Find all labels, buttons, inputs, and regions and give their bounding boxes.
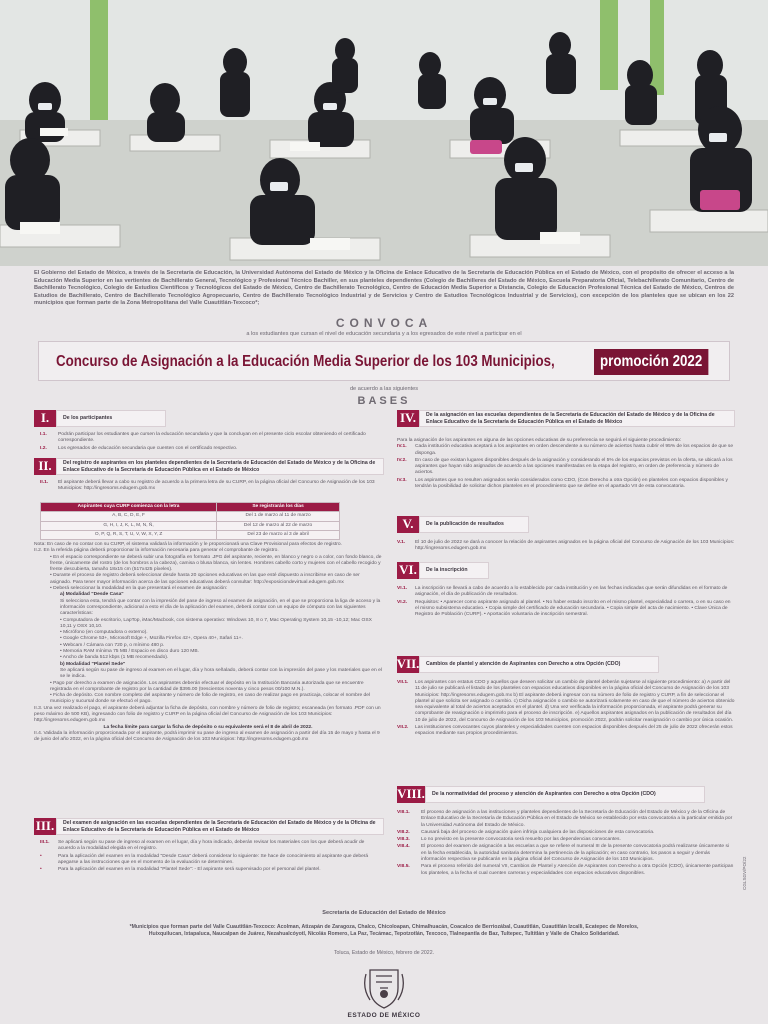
table-header: Se registrarán los días (217, 503, 340, 512)
bases-heading: BASES (357, 395, 411, 407)
list-item: VII.1. Los aspirantes con estatus CDO y aquellos que deseen solicitar un cambio de plantel deberán sujetarse al siguiente procedimiento: a) A partir del 11 de julio se publicará el listado de los planteles con espacios educativos disponibles en la página oficial del Concurso de Asignación de los 103 Municipios: http://ingresoms.edugem.gob.mx b) El aspirante deberá ingresar con su número de folio de registro y CURP, a fin de seleccionar el plantel al que solicita ser asignado o cambio. c) Dicha asignación o cambio se autorizará solamente en caso de que el número de aciertos obtenido sea equivalente al total de aciertos aceptados en el plantel. d) Una vez verificada la información proporcionada, el aspirante podrá generar su comprobante de reasignación o imprimirlo para el proceso de inscripción. e) Aquellos aspirantes asignados en la publicación de resultados del día 10 de julio de 2022, del Concurso de Asignación de los 103 Municipios, promoción 2022, podrán solicitar reasignación o cambio por única ocasión. (397, 680, 735, 723)
document-code: CGLSGV/PO/22 (742, 856, 747, 890)
section-2-intro (40, 480, 382, 494)
list-item: IV.1. Cada institución educativa aceptará a los aspirantes en orden descendente a su número de aciertos hasta cubrir el 95% de los espacios de que se disponga. (397, 444, 734, 456)
section-1-body (40, 432, 382, 453)
list-item: VI.1. La inscripción se llevará a cabo de acuerdo a lo establecido por cada institución y en las fechas indicadas que serán difundidas en el formato de asignación, el día de publicación de resultados. (397, 586, 728, 598)
convoca-subtitle: a los estudiantes que cursan el nivel de educación secundaria y a los egresados de este nivel a participar en el (246, 331, 522, 337)
list-item: VIII.2. Causará baja del proceso de asignación quien infrinja cualquiera de las disposiciones de esta convocatoria. (397, 829, 655, 835)
section-1-header (34, 410, 166, 427)
list-item: V.1. El 10 de julio de 2022 se dará a conocer la relación de aspirantes asignados en la página oficial del Concurso de Asignación de los 103 Municipios: http://ingresoms.edugem.gob.mx (397, 540, 735, 552)
logo-text: ESTADO DE MÉXICO (347, 1012, 421, 1019)
section-7-body (397, 680, 735, 739)
list-item: VIII.5. Para el proceso referido del numeral VII, Cambios de Plantel y Atención de Aspirantes con Derecho a otra Opción (CDO), únicamente participan los planteles, a la fecha el cual cuenten carreras y especialidades con espacios educativos disponibles. (397, 864, 734, 876)
convoca-heading: CONVOCA (335, 316, 433, 330)
table-row: G, H, I, J, K, L, M, N, Ñ, Del 12 de marzo al 22 de marzo (41, 521, 340, 530)
section-title: De la inscripción (419, 562, 489, 579)
section-title: Del registro de aspirantes en los planteles dependientes de la Secretaría de Educación del Estado de México y de la Oficina de Enlace Educativo de la Secretaría de Educación Pública en el Estado de México (56, 458, 384, 475)
section-title: Del examen de asignación en las escuelas dependientes de la Secretaría de Educación del Estado de México y de la Oficina de Enlace Educativo de la Secretaría de Educación Pública en el Estado de México (56, 818, 384, 835)
list-item: IV.3. Los aspirantes que no resulten asignados serán considerados como CDO, (Con Derecho a otra Opción) en planteles con espacios disponibles y tendrán la posibilidad de solicitar dichos planteles en el procedimiento que se define en el apartado VII de esta convocatoria. (397, 477, 728, 490)
list-item: VIII.3. Lo no previsto en la presente convocatoria será resuelto por las dependencias convocantes. (397, 837, 621, 843)
bases-subtitle: de acuerdo a las siguientes (349, 386, 419, 392)
classroom-illustration (0, 0, 768, 266)
contest-title: Concurso de Asignación a la Educación Media Superior de los 103 Municipios, (56, 353, 555, 370)
state-emblem-icon (356, 966, 412, 1010)
section-title: De la publicación de resultados (419, 516, 529, 533)
section-5-body (397, 540, 735, 554)
section-number: VIII. (397, 786, 425, 802)
section-number: VII. (396, 656, 420, 672)
list-item: VIII.4. El proceso del examen de asignación a las escuelas a que se refiere el numeral III de la presente convocatoria podrá realizarse únicamente si en la fecha establecida, la autoridad sanitaria determina la pertinencia de la aplicación; en caso contrario, los pasos a seguir y demás información respectiva se publicarán en la página oficial del Concurso de Asignación de los 103 Municipios. (397, 844, 730, 863)
section-number: II. (34, 458, 56, 475)
footer-municipalities: *Municipios que forman parte del Valle Cuautitlán-Texcoco: Acolman, Atizapán de Zaragoza, Chalco, Chicoloapan, Chimalhuacán, Coacalco de Berriozábal, Cuautitlán, Cuautitlán Izcalli, Ecatepec de Morelos, Huixquilucan, Ixtapaluca, Naucalpan de Juárez, Nezahualcóyotl, Nicolás Romero, La Paz, Tecámac, Tepotzotlán, Texcoco, Tlalnepantla de Baz, Tultepec, Tultitlán y Valle de Chalco Solidaridad. (129, 924, 639, 937)
section-2-header (34, 458, 384, 475)
section-title: De la normatividad del proceso y atención de Aspirantes con Derecho a otra Opción (CDO) (425, 786, 705, 803)
footer-date: Toluca, Estado de México, febrero de 2022. (333, 950, 435, 956)
list-item: I.1. Podrán participar los estudiantes que cursen la educación secundaria y que la concluyan en el presente ciclo escolar obteniendo el certificado correspondiente. (40, 432, 366, 444)
section-8-header (397, 786, 705, 803)
list-item: VIII.1. El proceso de asignación a las instituciones y planteles dependientes de la Secretaría de Educación del Estado de México y de la Oficina de Enlace Educativo de la Secretaría de Educación Pública en el Estado de México se establecido por esta convocatoria a la particular emitida por la Universidad Autónoma del Estado de México. (397, 810, 733, 828)
list-item: I.2. Los egresados de educación secundaria que cuenten con el certificado respectivo. (40, 445, 238, 451)
section-3-header (34, 818, 384, 835)
list-item: VII.2. Las instituciones convocantes cuyos planteles y especialidades cuenten con espacios disponibles después del 25 de julio de 2022 ofrecerán estos espacios mediante sus propios procedimientos. (397, 725, 733, 737)
list-item: III.1. Se aplicará según su pase de ingreso al examen en el lugar, día y hora indicado, deberán revisar los materiales con los que deberá acudir de acuerdo a la modalidad elegida en el registro. (40, 840, 365, 852)
section-number: I. (34, 410, 56, 427)
intro-paragraph: El Gobierno del Estado de México, a través de la Secretaría de Educación, la Universidad Autónoma del Estado de México y la Oficina de Enlace Educativo de la Secretaría de Educación Pública en el Estado de México, con el propósito de ofrecer el acceso a la Educación Media Superior en las vertientes de Bachillerato General, Tecnológico y Profesional Técnico Bachiller, en sus planteles dependientes (Colegio de Bachilleres del Estado de México, Escuela Preparatoria Oficial, Telebachillerato Comunitario, Centro de Bachillerato Tecnológico, Colegio de Estudios Científicos y Tecnológicos del Estado de México, Centro de Bachillerato Tecnológico, Centro de Educación Media Superior a Distancia, Colegio de Educación Profesional Técnica del Estado de México, Centros de Estudios de Bachillerato, Centro de Bachillerato Tecnológico Agropecuario, Centro de Bachillerato Tecnológico Industrial y de Servicios y Centro de Estudios Tecnológicos Industrial y de Servicios), con excepción de los planteles que se ubican en los 22 municipios que forman parte de la Zona Metropolitana del Valle Cuautitlán-Texcoco*; (34, 270, 734, 307)
section-6-body (397, 586, 735, 619)
section-6-header (397, 562, 489, 579)
table-header: Aspirantes cuya CURP comienza con la letra (41, 503, 217, 512)
list-item: IV.2. En caso de que existan lugares disponibles después de la asignación y considerando el 5% de los espacios previstos en la oferta, se ubicará a los aspirantes que hayan sido asignados de acuerdo a las opciones manifestadas en la etapa del registro, en orden de preferencia y número de aciertos. (397, 457, 733, 476)
list-item: II.1. El aspirante deberá llevar a cabo su registro de acuerdo a la primera letra de su CURP, en la página oficial del Concurso de Asignación de los 103 Municipios: http://ingresoms.edugem.gob.mx (40, 480, 375, 492)
section-4-header (397, 410, 735, 427)
registration-dates-table (40, 502, 340, 540)
section-number: III. (35, 818, 55, 834)
section-4-body: Para la asignación de los aspirantes en alguna de las opciones educativas de su preferencia se seguirá el siguiente procedimiento: IV.1. Cada institución educativa aceptará a los aspirantes en orden descendente a su número de aciertos hasta cubrir el 95% de los espacios de que se disponga. IV.2. En caso de que existan lugares disponibles después de la asignación y considerando el 5% de los espacios previstos en la oferta, se ubicará a los aspirantes que hayan sido asignados de acuerdo a las opciones manifestadas en la etapa del registro, en orden de preferencia y número de aciertos. IV.3. Los aspirantes que no resulten asignados serán considerados como CDO, (Con Derecho a otra Opción) en planteles con espacios disponibles y tendrán la posibilidad de solicitar dichos planteles en el procedimiento que se define en el apartado VII de esta convocatoria. (397, 438, 734, 490)
list-item: • Para la aplicación del examen en la modalidad "Desde Casa" deberá considerar lo siguiente: Se hace de conocimiento al aspirante que deberá apegarse a las instrucciones que en el momento de la evaluación se determinen. (40, 853, 369, 865)
table-row: O, P, Q, R, S, T, U, V, W, X, Y, Z Del 23 de marzo al 3 de abril (41, 530, 340, 539)
table-row: A, B, C, D, E, F Del 1 de marzo al 11 de marzo (41, 512, 340, 521)
section-3-body (40, 840, 382, 874)
section-number: V. (397, 516, 419, 533)
list-item: • Para la aplicación del examen en la modalidad "Plantel Sede": - El aspirante será supervisado por el personal del plantel. (40, 867, 321, 873)
section-number: IV. (397, 410, 419, 427)
list-item: VI.2. Requisitos: • Aparecer como aspirante asignado al plantel. • No haber estado inscrito en el mismo plantel, especialidad o carrera, o en su caso en el mismo subsistema educativo. • Copia simple del certificado de educación secundaria. • Copia simple del acta de nacimiento. • Clave Única de Registro de Población (CURP). • Aportación voluntaria de inscripción semestral. (397, 599, 731, 618)
section-7-header (397, 656, 659, 673)
hero-photo (0, 0, 768, 266)
section-title: De los participantes (56, 410, 166, 427)
promotion-badge: promoción 2022 (594, 349, 708, 375)
section-title: Cambios de plantel y atención de Aspirantes con Derecho a otra Opción (CDO) (419, 656, 659, 673)
section-8-body (397, 810, 735, 878)
section-number: VI. (397, 562, 419, 579)
section-title: De la asignación en las escuelas dependientes de la Secretaría de Educación del Estado de México y de la Oficina de Enlace Educativo de la Secretaría de Educación Pública en el Estado de México (419, 410, 735, 427)
section-5-header (397, 516, 529, 533)
section-2-body: Nota: En caso de no contar con su CURP, el sistema validará la información y le proporcionará una Clave Provisional para efectos de registro. II.2. En la referida página deberá proporcionar la información necesaria para generar el comprobante de registro. • En el espacio correspondiente se deberá subir una fotografía en formato .JPG del aspirante, reciente, en blanco y negro o a color, con fondo blanco, de frente, únicamente del rostro (de los hombros a la cabeza), camisa o blusa blanca, sin lentes. Hombres cabello corto y mujeres con el cabello recogido y frente descubierta, tamaño 18x15 cm (517x425 píxeles). • Durante el proceso de registro deberá seleccionar desde hasta 20 opciones educativas en las que esté dispuesto a inscribirse en caso de ser asignado. Para tener mayor información acerca de las opciones educativas deberá consultar: http://exposiciondevirtual.edugem.gob.mx • Deberá seleccionar la modalidad en la que presentará el examen de asignación: a) Modalidad "Desde Casa" Si selecciona esta, tendrá que contar con la impresión del pase de ingreso al examen de asignación, en el que se proporciona la liga de acceso y la información correspondiente, adicional a esto el día de la aplicación del examen, deberá contar con un equipo de cómputo con las siguientes características: • Computadora de escritorio, LapTop, iMac/Macbook, con sistema operativo: Windows 10, 8 o 7, Mac Operating System 10,15 -10,12; Mac OSX 10,11 y OSX 10,10. • Micrófono (en computadora o externo). • Google Chrome 53+, Microsoft Edge +, Mozilla Firefox 42+, Opera 40+, Safari 11+. • Webcam / Cámara con 720 p, o mínimo 480 p. • Memoria RAM mínima 75 MB / Espacio en disco duro 120 MB. • Ancho de banda 512 kbps (1 MB recomendado). b) Modalidad "Plantel Sede" Se aplicará según su pase de ingreso al examen en el lugar, día y hora señalado, deberá contar con la impresión del pase y los materiales que en el se le indica. • Pago por derecho a examen de asignación. Los aspirantes deberán efectuar el depósito en la Institución Bancaria autorizada que se encuentre registrada en el comprobante de registro por la cantidad de $395.00 (trescientos noventa y cinco pesos 00/100 M.N.). • Ficha de depósito. Con nombre completo del aspirante y número de folio de registro, en caso de realizar pago en practicaja, colocar el nombre del municipio y sucursal donde se efectuó el pago. II.3. Una vez realizado el pago, el aspirante deberá adjuntar la ficha de depósito, con nombre y número de folio de registro; escaneada (en formato .PDF con un peso máximo de 500 KB), ingresando con folio de registro y CURP en la página oficial del Concurso de Asignación de los 103 Municipios: http://ingresoms.edugem.gob.mx La fecha límite para cargar la ficha de depósito o su equivalente será el 8 de abril de 2022. II.4. Validada la información proporcionada por el aspirante, podrá imprimir su pase de ingreso al examen de asignación a partir del día 15 de mayo y hasta el 9 de junio del año 2022, en la página oficial del Concurso de Asignación de los 103 Municipios: http://ingresoms.edugem.gob.mx (34, 542, 382, 743)
footer-authority: Secretaría de Educación del Estado de México (322, 910, 446, 916)
